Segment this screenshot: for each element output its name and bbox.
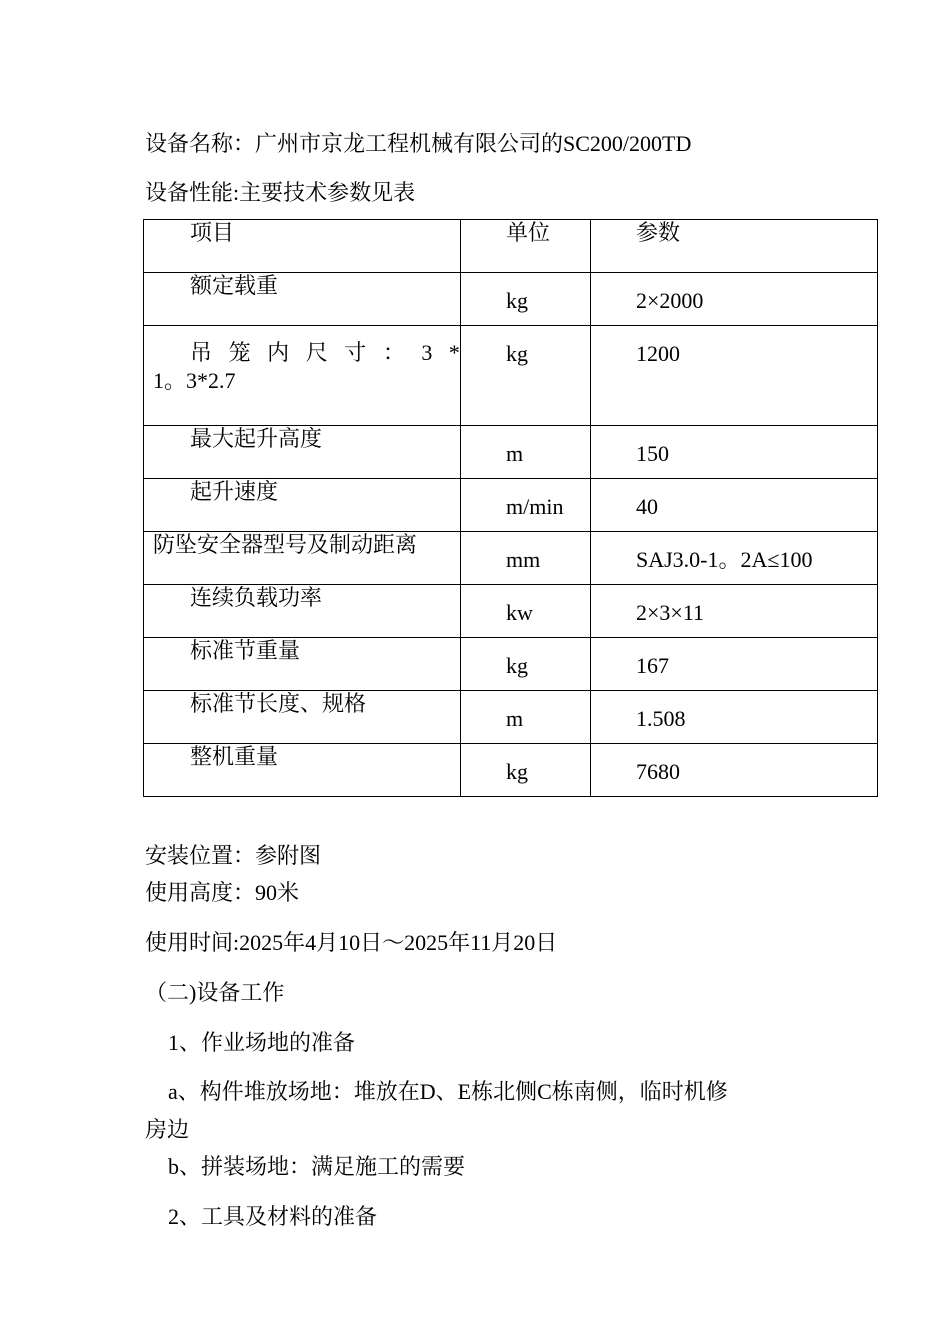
table-row	[144, 744, 878, 797]
row-unit: m	[461, 691, 591, 744]
row-item: 标准节重量	[144, 638, 461, 691]
row-unit: m/min	[461, 479, 591, 532]
row-unit: m	[461, 426, 591, 479]
row-item: 防坠安全器型号及制动距离	[144, 532, 461, 585]
row-unit: kg	[461, 744, 591, 797]
row-unit: kg	[461, 273, 591, 326]
row-value: 7680	[591, 744, 878, 797]
table-row	[144, 585, 878, 638]
row-unit: mm	[461, 532, 591, 585]
table-row	[144, 532, 878, 585]
table-header-row	[144, 220, 878, 273]
item-a-line2: 房边	[145, 1117, 190, 1142]
row-value: 2×3×11	[591, 585, 878, 638]
item-1: 1、作业场地的准备	[168, 1030, 356, 1055]
header-unit: 单位	[461, 220, 591, 273]
table-row	[144, 479, 878, 532]
device-performance-line: 设备性能:主要技术参数见表	[145, 180, 416, 205]
row-item: 吊 笼 内 尺 寸 ： 3 * 1。3*2.7	[144, 326, 461, 426]
table-row	[144, 691, 878, 744]
use-time-line: 使用时间:2025年4月10日～2025年11月20日	[145, 930, 558, 955]
table-row	[144, 326, 878, 426]
row-value: 1.508	[591, 691, 878, 744]
item-2: 2、工具及材料的准备	[168, 1204, 378, 1229]
item-a-line1: a、构件堆放场地：堆放在D、E栋北侧C栋南侧，临时机修	[168, 1079, 728, 1104]
row-item: 额定载重	[144, 273, 461, 326]
row-item: 最大起升高度	[144, 426, 461, 479]
use-height-line: 使用高度：90米	[145, 880, 300, 905]
row-value: 150	[591, 426, 878, 479]
row-item: 标准节长度、规格	[144, 691, 461, 744]
table-row	[144, 426, 878, 479]
row-value: 2×2000	[591, 273, 878, 326]
row-value: 40	[591, 479, 878, 532]
header-item: 项目	[144, 220, 461, 273]
row-item: 起升速度	[144, 479, 461, 532]
row-value: SAJ3.0-1。2A≤100	[591, 532, 878, 585]
row-unit: kg	[461, 326, 591, 426]
row-unit: kg	[461, 638, 591, 691]
install-position-line: 安装位置：参附图	[145, 843, 322, 868]
spec-table	[143, 219, 878, 797]
item-b: b、拼装场地：满足施工的需要	[168, 1154, 466, 1179]
header-value: 参数	[591, 220, 878, 273]
row-unit: kw	[461, 585, 591, 638]
table-row	[144, 273, 878, 326]
row-value: 167	[591, 638, 878, 691]
row-value: 1200	[591, 326, 878, 426]
section-heading: （二)设备工作	[145, 980, 285, 1005]
device-name-line: 设备名称：广州市京龙工程机械有限公司的SC200/200TD	[145, 131, 692, 156]
table-row	[144, 638, 878, 691]
row-item: 连续负载功率	[144, 585, 461, 638]
row-item: 整机重量	[144, 744, 461, 797]
